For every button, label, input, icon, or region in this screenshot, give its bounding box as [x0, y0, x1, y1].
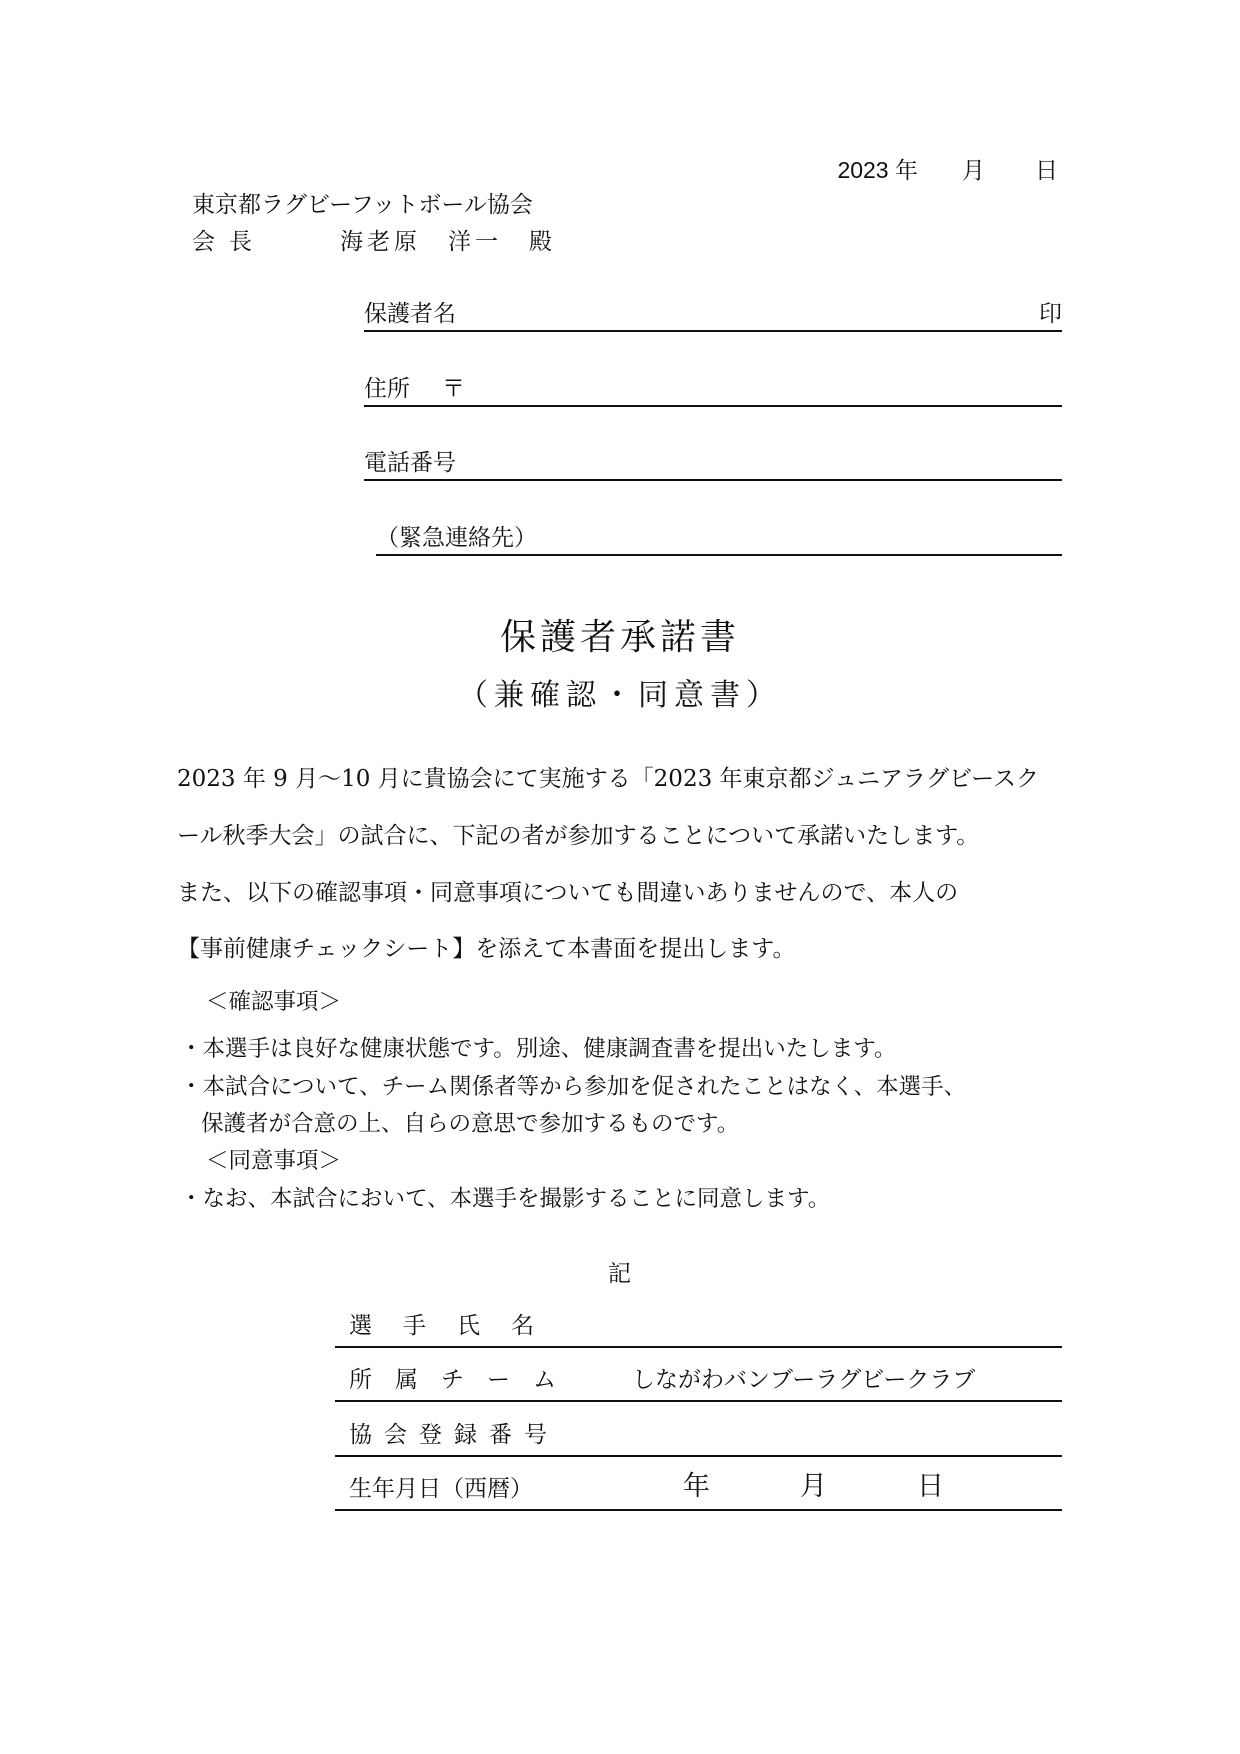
birthdate-row[interactable]: [335, 1459, 1062, 1511]
document-subtitle: （兼確認・同意書）: [458, 678, 782, 713]
registration-row[interactable]: [335, 1405, 1062, 1457]
body-line: 2023 年 9 月～10 月に貴協会にて実施する「2023 年東京都ジュニアラグビースク: [177, 766, 1039, 792]
guardian-name-label: 保護者名: [364, 301, 456, 327]
team-row[interactable]: [335, 1350, 1062, 1402]
confirmation-item: ・本選手は良好な健康状態です。別途、健康調査書を提出いたします。: [180, 1036, 897, 1062]
address-field[interactable]: [364, 369, 1062, 407]
player-name-label: 選手氏名: [349, 1313, 565, 1339]
body-line: また、以下の確認事項・同意事項についても間違いありませんので、本人の: [177, 880, 959, 906]
team-value: しながわバンブーラグビークラブ: [632, 1367, 976, 1393]
date-year: 2023 年: [837, 157, 918, 183]
birth-day-mark: 日: [917, 1471, 944, 1502]
date-line: [837, 152, 1058, 185]
birth-year-mark: 年: [683, 1471, 710, 1502]
player-name-row[interactable]: [335, 1296, 1062, 1348]
team-label: 所属チーム: [349, 1367, 579, 1393]
seal-mark: 印: [1039, 301, 1062, 327]
registration-label: 協会登録番号: [349, 1422, 559, 1448]
body-line: 【事前健康チェックシート】を添えて本書面を提出します。: [177, 936, 796, 962]
ki-mark: 記: [608, 1261, 631, 1287]
confirmation-item-continued: 保護者が合意の上、自らの意思で参加するものです。: [201, 1111, 740, 1137]
phone-label: 電話番号: [364, 450, 456, 476]
address-label: 住所: [364, 376, 410, 402]
addressee-name: 海老原 洋一 殿: [340, 229, 556, 255]
addressee-role: 会長: [192, 229, 266, 255]
confirmation-item: ・本試合について、チーム関係者等から参加を促されたことはなく、本選手、: [180, 1074, 967, 1100]
document-title: 保護者承諾書: [499, 617, 740, 658]
addressee-organization: 東京都ラグビーフットボール協会: [192, 192, 533, 218]
phone-field[interactable]: [364, 443, 1062, 481]
confirmation-heading: ＜確認事項＞: [206, 989, 342, 1015]
guardian-name-field[interactable]: [364, 294, 1062, 332]
emergency-label: （緊急連絡先）: [376, 525, 537, 551]
consent-item: ・なお、本試合において、本選手を撮影することに同意します。: [180, 1186, 831, 1212]
birth-month-mark: 月: [800, 1471, 827, 1502]
consent-heading: ＜同意事項＞: [206, 1148, 342, 1174]
postal-mark: 〒: [442, 376, 465, 402]
emergency-contact-field[interactable]: [376, 518, 1062, 556]
body-line: ール秋季大会」の試合に、下記の者が参加することについて承諾いたします。: [177, 823, 980, 849]
date-month: 月: [962, 157, 985, 183]
date-day: 日: [1035, 157, 1058, 183]
birthdate-label: 生年月日（西暦）: [349, 1476, 533, 1502]
